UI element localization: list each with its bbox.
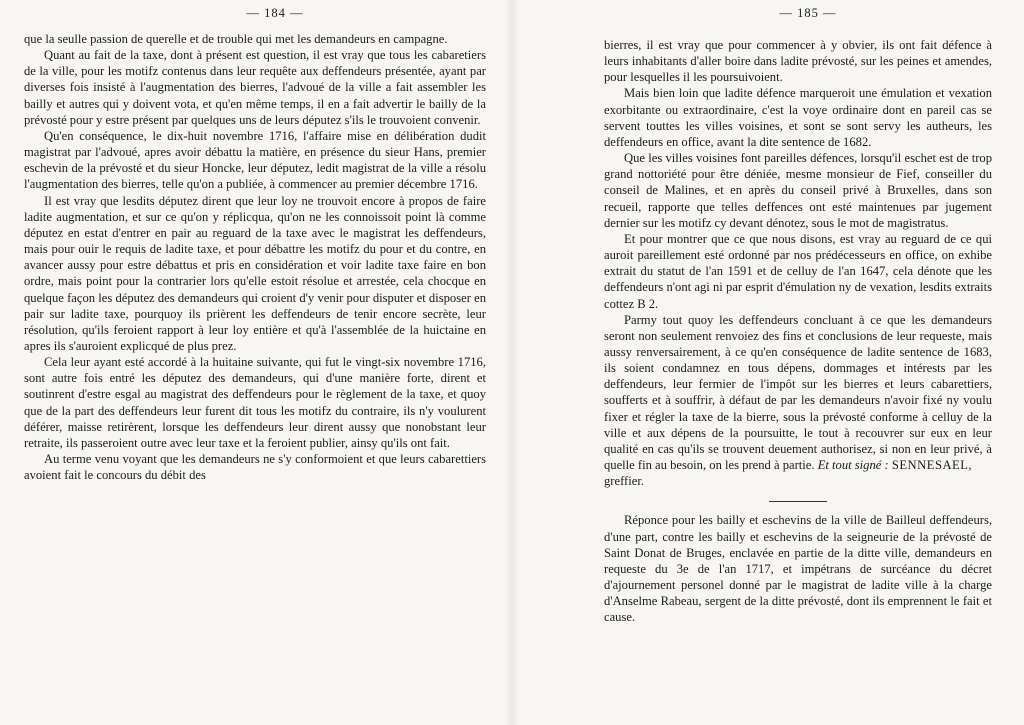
signature-note: Et tout signé : <box>817 458 889 473</box>
paragraph: Mais bien loin que ladite défence marqueroit une émulation et vexation exorbitante ou extraordinaire, c'est la voye ordinaire dont en pareil cas se servent touttes les villes voisines, et sont se sont servy les autheurs, les deffendeurs en office, avant la dite sentence de 1682. <box>604 86 992 149</box>
paragraph-text: Parmy tout quoy les deffendeurs concluant à ce que les demandeurs seront non seulement renvoiez des fins et conclusions de leur requeste, mais aussy renversairement, à ce qu'en conséquence de ladite sentence de 1683, ils soient condamnez en tous dépens, dommages et intérests par les deffendeurs, leur fermier de l'impôt sur les bierres et leurs cabarettiers, soufferts et à souffrir, à défaut de par les demandeurs n'avoir fixé ny voulu fixer et régler la taxe de la bierre, sous la prévosté conforme à celluy de la ville et aux dépens de la poursuitte, le tout à recouvrer sur eux en leur qualité en cas qu'ils se trouvent deuement authorisez, si non en leur privé, à quelle fin au besoin, on les prend à partie. <box>604 312 992 473</box>
paragraph: Qu'en conséquence, le dix-huit novembre 1716, l'affaire mise en délibération dudit magistrat par l'advoué, apres avoir débattu la matière, en présence du sieur Hans, premier eschevin de la prévosté et du sieur Honcke, leur députez, ledit magistrat de la ville a résolu l'augmentation des bierres, telle qu'on a publiée, à commencer au premier décembre 1716. <box>24 128 486 192</box>
paragraph: Que les villes voisines font pareilles défences, lorsqu'il eschet est de trop grand nottoriété pour être déniée, mesme monsieur de Fief, conseiller du conseil de Malines, et en après du conseil privé à Bruxelles, dans son recueil, rapporte que telles deffences ont esté maintenues par jugement dernier sur les motifz cy devant dénotez, sous le mot de magistratus. <box>604 151 992 230</box>
paragraph: Et pour montrer que ce que nous disons, est vray au reguard de ce qui auroit pareillement esté ordonné par nos prédécesseurs en office, on exhibe extrait du statut de l'an 1591 et de celluy de l'an 1647, cela dénote que les deffendeurs n'ont agi ni par esprit d'émulation ny de vexation, lesdits extraits cottez B 2. <box>604 231 992 311</box>
paragraph: Cela leur ayant esté accordé à la huitaine suivante, qui fut le vingt-six novembre 1716, sont autre fois entré les députez des demandeurs, qui d'une manière forte, dirent et soutinrent d'estre esgal au magistrat des deffendeurs pour le règlement de la taxe, et quoy que de la part des deffendeurs leur furent dit tous les motifz du contraire, ils n'y voulurent déférer, maisse retirèrent, lorsque les deffendeurs leur dirent aussy que nonobstant leur retraite, ils passeroient outre avec leur taxe et la feroient publier, ainsy qu'ils ont fait. <box>24 355 486 450</box>
paragraph: Réponce pour les bailly et eschevins de la ville de Bailleul deffendeurs, d'une part, contre les bailly et eschevins de la seigneurie de la prévosté de Saint Donat de Bruges, enclavée en partie de la ditte ville, demandeurs en requeste du 3e de l'an 1717, et impétrans de surcéance du décret d'ajournement personel donné par le magistrat de ladite ville à la charge d'Anselme Rabeau, sergent de la ditte prévosté, dont ils emprennent le fait et cause. <box>604 513 992 625</box>
paragraph: Il est vray que lesdits députez dirent que leur loy ne trouvoit encore à propos de faire ladite augmentation, et sur ce qu'on y réplicqua, qu'on ne les connoissoit point là comme députez en estat d'entrer en pair au reguard de la taxe avec le magistrat les deffendeurs, mais pour ouir le requis de ladite taxe, et pour débattre les motifz du pour et du contre, en avancer aussy pour estre débattus et pris en considération et voir ladite taxe faire en bon ordre, mais point pour la contrarier lors qu'elle estoit résolue et arrestée, cela chocque en quelque façon les députez des demandeurs qui croient d'y venir pour disputer et disposer en pair sur ladite taxe, pourquoy ils prièrent les deffendeurs de tenir encore secrète, leur résolution, qu'ils feroient rapport à leur loy entière et qu'à l'assemblée de la huictaine en apres ils s'auroient explicqué de plus prez. <box>24 193 486 353</box>
paragraph <box>604 312 992 474</box>
signatory-title: greffier. <box>604 474 644 489</box>
paragraph: Au terme venu voyant que les demandeurs ne s'y conformoient et que leurs cabarettiers avoient fait le concours du débit des <box>24 452 486 483</box>
paragraph: que la seulle passion de querelle et de trouble qui met les demandeurs en campagne. <box>24 32 448 46</box>
signatory-name: SENNESAEL, <box>891 458 973 473</box>
page-number: — 184 — <box>246 6 304 20</box>
paragraph: Quant au fait de la taxe, dont à présent est question, il est vray que tous les cabaretiers de la ville, pour les motifz contenus dans leur requête aux deffendeurs présentée, ayant par diverses fois insisté à l'augmentation des bierres, l'advoué de la ville a fait assembler les bailly et autres qui y doivent vota, et qu'en même temps, il en a fait advertir le bailly de la prévosté pour y estre présent par quelques uns de leurs députez s'ils le trouvoient convenir. <box>24 48 486 127</box>
paragraph: bierres, il est vray que pour commencer à y obvier, ils ont fait défence à leurs inhabitants d'aller boire dans ladite prévosté, sur les peines et amendes, pour lesquelles il les poursuivoient. <box>604 38 992 85</box>
page-number: — 185 — <box>779 6 837 20</box>
right-page <box>512 0 1024 725</box>
section-separator <box>769 501 827 502</box>
